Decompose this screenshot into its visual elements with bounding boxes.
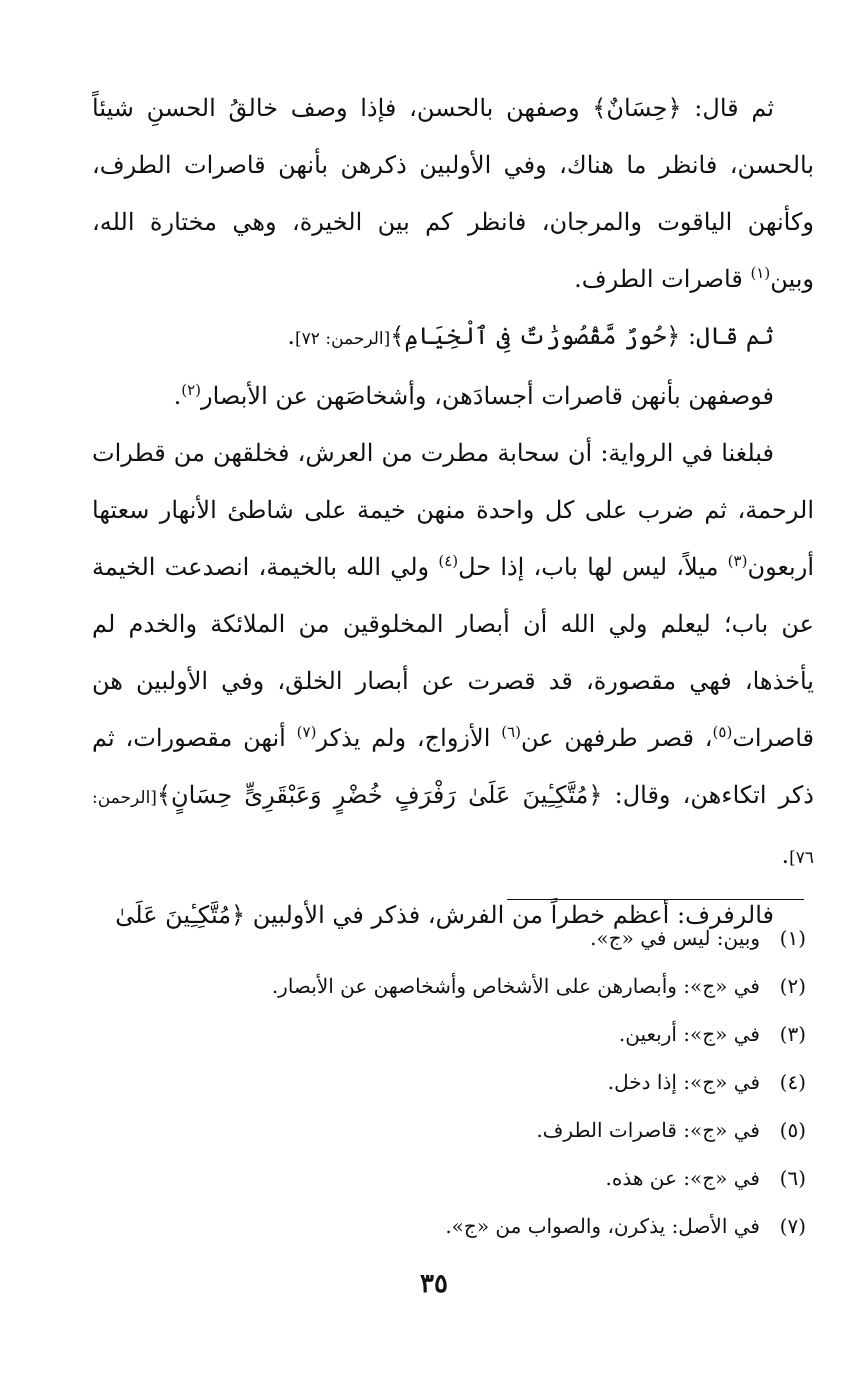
footnote-item [92, 914, 806, 962]
footnote-item [92, 1202, 806, 1250]
quran-verse: ﴿مُتَّكِـِٔينَ عَلَىٰ رَفْرَفٍ خُضْرٍ وَعَبْقَرِىٍّ حِسَانٍ﴾ [156, 781, 603, 809]
footnote-marker: (٣) [727, 552, 748, 570]
footnote-number: (١) [779, 926, 806, 950]
paragraph [92, 80, 814, 308]
footnote-item [92, 1058, 806, 1106]
paragraph [92, 308, 814, 368]
footnote-number: (٢) [779, 974, 806, 998]
footnote-number: (٤) [779, 1070, 806, 1094]
text-run: فبلغنا في الرواية: أن سحابة مطرت من العرش، فخلقهن من قطرات الرحمة، ثم ضرب على كل واحدة منهن خيمة على شاطئ الأنهار سعتها أربعون [92, 439, 814, 581]
text-run: . [781, 841, 790, 869]
footnotes-section [92, 914, 806, 1250]
paragraph [92, 368, 814, 425]
footnote-item [92, 1154, 806, 1202]
footnote-number: (٣) [779, 1022, 806, 1046]
footnote-text: في «ج»: عن هذه. [605, 1166, 760, 1190]
footnote-item [92, 1010, 806, 1058]
footnote-item [92, 962, 806, 1010]
footnote-marker: (٧) [296, 723, 317, 741]
text-run: . [173, 382, 182, 410]
footnote-number: (٥) [779, 1118, 806, 1142]
footnote-marker: (٦) [501, 723, 521, 741]
text-run: أنهن مقصورات، ثم ذكر اتكاءهن، وقال: [92, 724, 814, 809]
text-run: ولي الله بالخيمة، انصدعت الخيمة عن باب؛ ليعلم ولي الله أن أبصار المخلوقين من الملائكة والخدم لم يأخذها، فهي مقصورة، قد قصرت عن أبصار الخلق، وفي الأولبين هن قاصرات [92, 553, 814, 752]
main-text-body [92, 80, 814, 944]
quran-verse: ﴿حُورٌ مَّقْصُورَٰتٌ فِى ٱلْخِيَامِ﴾ [390, 322, 681, 350]
footnote-marker: (٢) [181, 381, 202, 399]
text-run: فوصفهن بأنهن قاصرات أجسادَهن، وأشخاصَهن عن الأبصار [201, 382, 774, 410]
footnote-marker: (٤) [438, 552, 459, 570]
text-run: وصفهن بالحسن، فإذا وصف خالقُ الحسنِ شيئاً بالحسن، فانظر ما هناك، وفي الأولبين ذكرهن بأنهن قاصرات الطرف، وكأنهن الياقوت والمرجان، فانظر كم بين الخيرة، وهي مختارة الله، وبين [92, 94, 814, 293]
quran-verse: ﴿مُتَّكِـِٔينَ عَلَىٰ [115, 901, 246, 929]
footnote-text: في «ج»: قاصرات الطرف. [536, 1118, 760, 1142]
footnote-text: في «ج»: إذا دخل. [607, 1070, 760, 1094]
page-number: ٣٥ [420, 1269, 448, 1299]
footnote-number: (٧) [779, 1214, 806, 1238]
footnote-item [92, 1106, 806, 1154]
footnote-text: في الأصل: يذكرن، والصواب من «ج». [445, 1214, 760, 1238]
text-run: الأزواج، ولم يذكر [316, 724, 502, 752]
footnote-marker: (١) [750, 264, 771, 282]
footnote-text: في «ج»: وأبصارهن على الأشخاص وأشخاصهن عن الأبصار. [271, 974, 760, 998]
verse-reference: [الرحمن: ٧٢] [295, 329, 391, 349]
text-run: ميلاً، ليس لها باب، إذا حل [458, 553, 728, 581]
footnote-number: (٦) [779, 1166, 806, 1190]
footnote-text: وبين: ليس في «ج». [590, 926, 760, 950]
verse-reference: [الرحمن: ٧٦] [92, 788, 814, 868]
text-run: ثم قال: [680, 322, 774, 350]
text-run: ، قصر طرفهن عن [521, 724, 713, 752]
text-run: . [287, 322, 296, 350]
footnote-separator-line [507, 899, 804, 900]
paragraph [92, 425, 814, 887]
text-run: ثم قال: [681, 94, 774, 122]
quran-verse: ﴿حِسَانٌ﴾ [592, 94, 682, 122]
footnote-text: في «ج»: أربعين. [618, 1022, 760, 1046]
footnote-marker: (٥) [712, 723, 733, 741]
text-run: فالرفرف: أعظم خطراً من الفرش، فذكر في الأولبين [245, 901, 774, 929]
text-run: قاصرات الطرف. [574, 265, 751, 293]
